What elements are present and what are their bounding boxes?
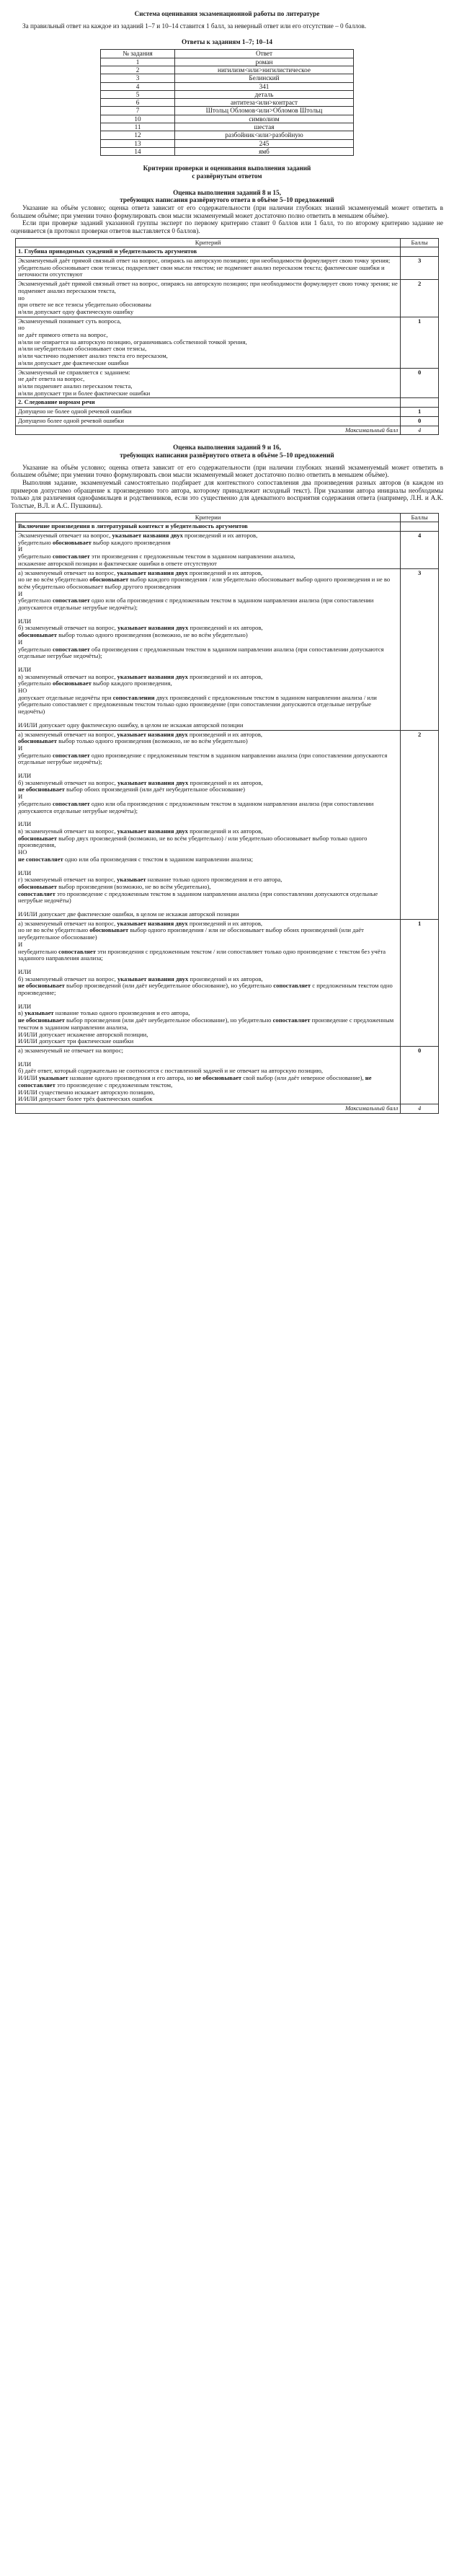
section2-note-authors: Выполняя задание, экзаменуемый самостоятельно подбирает для контекстного сопоставления два произведения разных авторов (в каждом из примеров допустимо обращение к произведению того автора, которому принадлежит исходный текст). При указании автора инициалы необходимы только для различения однофамильцев и родственников, если это существенно для адекватного восприятия содержания ответа (например, Л.Н. и А.К. Толстые, В.Л. и А.С. Пушкины). [11,478,443,509]
document-title: Система оценивания экзаменационной работы по литературе [134,10,320,17]
task-answer: роман [175,58,354,66]
intro-paragraph: За правильный ответ на каждое из заданий 1–7 и 10–14 ставится 1 балл, за неверный ответ или его отсутствие – 0 баллов. [22,22,367,30]
table-row [16,280,439,317]
criteria-section-row [16,398,439,408]
task-answer: шестая [175,123,354,131]
task-answer: антитеза<или>контраст [175,99,354,107]
max-score-label: Максимальный балл [16,1104,401,1113]
criterion-depth-heading: 1. Глубина приводимых суждений и убедительность аргументов [16,247,401,257]
table-row [16,416,439,426]
task-number: 14 [101,147,175,155]
criterion-points: 2 [401,280,439,317]
document [11,0,443,1114]
task-answer: нигилизм<или>нигилистическое [175,66,354,74]
task-answer: разбойник<или>разбойную [175,131,354,139]
section1-note-volume: Указание на объём условно; оценка ответа зависит от его содержательности (при наличии глубоких знаний экзаменуемый может ответить в большем объёме; при умении точно формулировать свои мысли экзаменуемый может достаточно полно ответить в меньшем объёме). [11,203,443,219]
section1-heading-line2: требующих написания развёрнутого ответа в объёме 5–10 предложений [120,196,334,204]
criterion-points: 2 [401,730,439,919]
task-number: 3 [101,74,175,82]
task-number: 7 [101,107,175,115]
criterion-text: Допущено не более одной речевой ошибки [16,408,401,417]
section1-note-rule: Если при проверке заданий указанной группы эксперт по первому критерию ставит 0 баллов или 1 балл, то по второму критерию задание не оценивается (в протокол проверки ответов выставляется 0 баллов). [11,219,443,234]
table-row [16,368,439,398]
criteria-heading-line2: с развёрнутым ответом [192,172,262,180]
criterion-text: Экзаменуемый даёт прямой связный ответ на вопрос, опираясь на авторскую позицию; при необходимости формулирует свою точку зрения; не подменяет анализ пересказом текста, но при ответе не все тезисы убедительно обоснованы и/или допускает одну фактическую ошибку [16,280,401,317]
criteria-table-9-16 [15,513,439,1114]
criterion-text: Экзаменуемый не справляется с заданием: не даёт ответа на вопрос, и/или подменяет анализ пересказом текста, и/или допускает три и более фактические ошибки [16,368,401,398]
task-answer: деталь [175,90,354,98]
table-row [101,90,354,98]
table-row [101,58,354,66]
criteria-heading-line1: Критерии проверки и оценивания выполнения заданий [143,164,311,172]
criterion-points: 0 [401,368,439,398]
table-row [16,317,439,368]
max-score-label: Максимальный балл [16,426,401,435]
section2-note-volume: Указание на объём условно; оценка ответа зависит от его содержательности (при наличии глубоких знаний экзаменуемый может ответить в большем объёме; при умении точно формулировать свои мысли экзаменуемый может достаточно полно ответить в меньшем объёме). [11,463,443,479]
max-score-value: 4 [401,1104,439,1113]
task-number: 5 [101,90,175,98]
max-score-row [16,426,439,435]
max-score-row [16,1104,439,1113]
table-row [101,66,354,74]
criteria-section-row [16,522,439,532]
task-number: 6 [101,99,175,107]
col-points: Баллы [401,238,439,247]
task-answer: символизм [175,115,354,123]
table-row [101,99,354,107]
criteria-header-row [16,238,439,247]
task-number: 10 [101,115,175,123]
criterion-points: 1 [401,317,439,368]
col-criterion: Критерии [16,513,401,522]
criterion-text: Экзаменуемый даёт прямой связный ответ на вопрос, опираясь на авторскую позицию; при необходимости формулирует свою точку зрения; убедительно обосновывает свои тезисы; подкрепляет свои мысли текстом; не подменяет анализ пересказом текста; фактические ошибки и неточности отсутствуют [16,257,401,280]
section1-heading-line1: Оценка выполнения заданий 8 и 15, [173,188,281,196]
table-row [16,919,439,1046]
task-number: 4 [101,82,175,90]
table-row [101,74,354,82]
answers-heading: Ответы к заданиям 1–7; 10–14 [181,38,273,46]
task-number: 11 [101,123,175,131]
col-criterion: Критерий [16,238,401,247]
task-answer: 341 [175,82,354,90]
table-row [101,147,354,155]
task-answer: Штольц Обломов<или>Обломов Штольц [175,107,354,115]
max-score-value: 4 [401,426,439,435]
task-answer: ямб [175,147,354,155]
table-row [16,531,439,568]
criterion-text: Экзаменуемый отвечает на вопрос, указывает названия двух произведений и их авторов, убедительно обосновывает выбор каждого произведения И убедительно сопоставляет эти произведения с предложенным текстом в заданном направлении анализа, искажение авторской позиции и фактические ошибки в ответе отсутствуют [16,531,401,568]
task-number: 2 [101,66,175,74]
criteria-table-8-15 [15,238,439,436]
criterion-text: а) экзаменуемый отвечает на вопрос, указывает названия двух произведений и их авторов, но не во всём убедительно обосновывает выбор каждого произведения / или убедительно обосновывает выбор одного произведения и не во всём убедительно обосновывает выбор другого произведения И убедительно сопоставляет одно или оба произведения с предложенным текстом в заданном направлении анализа (при сопоставлении допускаются отдельные негрубые недочёты); ИЛИ б) экзаменуемый отвечает на вопрос, указывает названия двух произведений и их авторов, обосновывает выбор только одного произведения (возможно, не во всём убедительно) И убедительно сопоставляет оба произведения с предложенным текстом в заданном направлении анализа (при сопоставлении допускаются отдельные негрубые недочёты); ИЛИ в) экзаменуемый отвечает на вопрос, указывает названия двух произведений и их авторов, убедительно обосновывает выбор каждого произведения, НО допускает отдельные недочёты при сопоставлении двух произведений с предложенным текстом в заданном направлении анализа / или убедительно сопоставляет с предложенным текстом только одно произведение (при сопоставлении допускаются отдельные негрубые недочёты) И/ИЛИ допускает одну фактическую ошибку, в целом не искажая авторской позиции [16,568,401,730]
table-row [16,568,439,730]
criterion-text: а) экзаменуемый отвечает на вопрос, указывает названия двух произведений и их авторов, обосновывает выбор только одного произведения (возможно, не во всём убедительно) И убедительно сопоставляет одно произведение с предложенным текстом в заданном направлении анализа (при сопоставлении допускаются отдельные негрубые недочёты); ИЛИ б) экзаменуемый отвечает на вопрос, указывает названия двух произведений и их авторов, не обосновывает выбор обоих произведений (или даёт неубедительное обоснование) И убедительно сопоставляет одно или оба произведения с предложенным текстом в заданном направлении анализа (при сопоставлении допускаются отдельные негрубые недочёты); ИЛИ в) экзаменуемый отвечает на вопрос, указывает названия двух произведений и их авторов, обосновывает выбор двух произведений (возможно, не во всём убедительно) / или убедительно обосновывает выбор только одного произведения, НО не сопоставляет одно или оба произведения с текстом в заданном направлении анализа; ИЛИ г) экзаменуемый отвечает на вопрос, указывает название только одного произведения и его автора, обосновывает выбор произведения (возможно, не во всём убедительно), сопоставляет это произведение с предложенным текстом в заданном направлении анализа (при сопоставлении допускаются отдельные негрубые недочёты) И/ИЛИ допускает две фактические ошибки, в целом не искажая авторской позиции [16,730,401,919]
task-number: 1 [101,58,175,66]
answers-header-row [101,50,354,58]
criterion-text: а) экзаменуемый отвечает на вопрос, указывает названия двух произведений и их авторов, но не во всём убедительно обосновывает выбор одного произведения / или не обосновывает выбор обоих произведений (или даёт неубедительное обоснование) И неубедительно сопоставляет эти произведения с предложенным текстом / или сопоставляет только одно произведение с текстом без учёта заданного направления анализа; ИЛИ б) экзаменуемый отвечает на вопрос, указывает названия двух произведений и их авторов, не обосновывает выбор произведений (или даёт неубедительное обоснование), но убедительно сопоставляет с предложенным текстом одно произведение; ИЛИ в) указывает название только одного произведения и его автора, не обосновывает выбор произведения (или даёт неубедительное обоснование), но убедительно сопоставляет произведение с предложенным текстом в заданном направлении анализа, И/ИЛИ допускает искажение авторской позиции, И/ИЛИ допускает три фактические ошибки [16,919,401,1046]
criterion-points: 4 [401,531,439,568]
criterion-text: Экзаменуемый понимает суть вопроса, но не даёт прямого ответа на вопрос, и/или не опирается на авторскую позицию, ограничиваясь собственной точкой зрения, и/или неубедительно обосновывает свои тезисы, и/или частично подменяет анализ текста его пересказом, и/или допускает две фактические ошибки [16,317,401,368]
criterion-text: а) экзаменуемый не отвечает на вопрос; ИЛИ б) даёт ответ, который содержательно не соотносится с поставленной задачей и не отвечает на авторскую позицию, И/ИЛИ указывает название одного произведения и его автора, но не обосновывает свой выбор (или даёт неверное обоснование), не сопоставляет это произведение с предложенным текстом, И/ИЛИ существенно искажает авторскую позицию, И/ИЛИ допускает более трёх фактических ошибок [16,1046,401,1104]
section2-heading-line1: Оценка выполнения заданий 9 и 16, [173,444,281,452]
table-row [101,115,354,123]
task-answer: 245 [175,139,354,147]
criterion-points: 3 [401,568,439,730]
col-points: Баллы [401,513,439,522]
criteria-section-row [16,247,439,257]
table-row [101,82,354,90]
table-row [101,139,354,147]
table-row [101,107,354,115]
section2-heading-line2: требующих написания развёрнутого ответа в объёме 5–10 предложений [120,451,334,459]
table-row [16,1046,439,1104]
table-row [101,123,354,131]
criterion-points: 3 [401,257,439,280]
answers-table [100,49,354,156]
table-row [16,730,439,919]
criterion-context-heading: Включение произведения в литературный контекст и убедительность аргументов [16,522,401,532]
table-row [101,131,354,139]
col-task-number: № задания [101,50,175,58]
table-row [16,257,439,280]
criteria-header-row [16,513,439,522]
task-number: 12 [101,131,175,139]
criterion-points: 0 [401,1046,439,1104]
criterion-points: 1 [401,919,439,1046]
table-row [16,408,439,417]
task-answer: Белинский [175,74,354,82]
col-answer: Ответ [175,50,354,58]
criterion-points: 0 [401,416,439,426]
criterion-speech-heading: 2. Следование нормам речи [16,398,401,408]
task-number: 13 [101,139,175,147]
criterion-text: Допущено более одной речевой ошибки [16,416,401,426]
criterion-points: 1 [401,408,439,417]
